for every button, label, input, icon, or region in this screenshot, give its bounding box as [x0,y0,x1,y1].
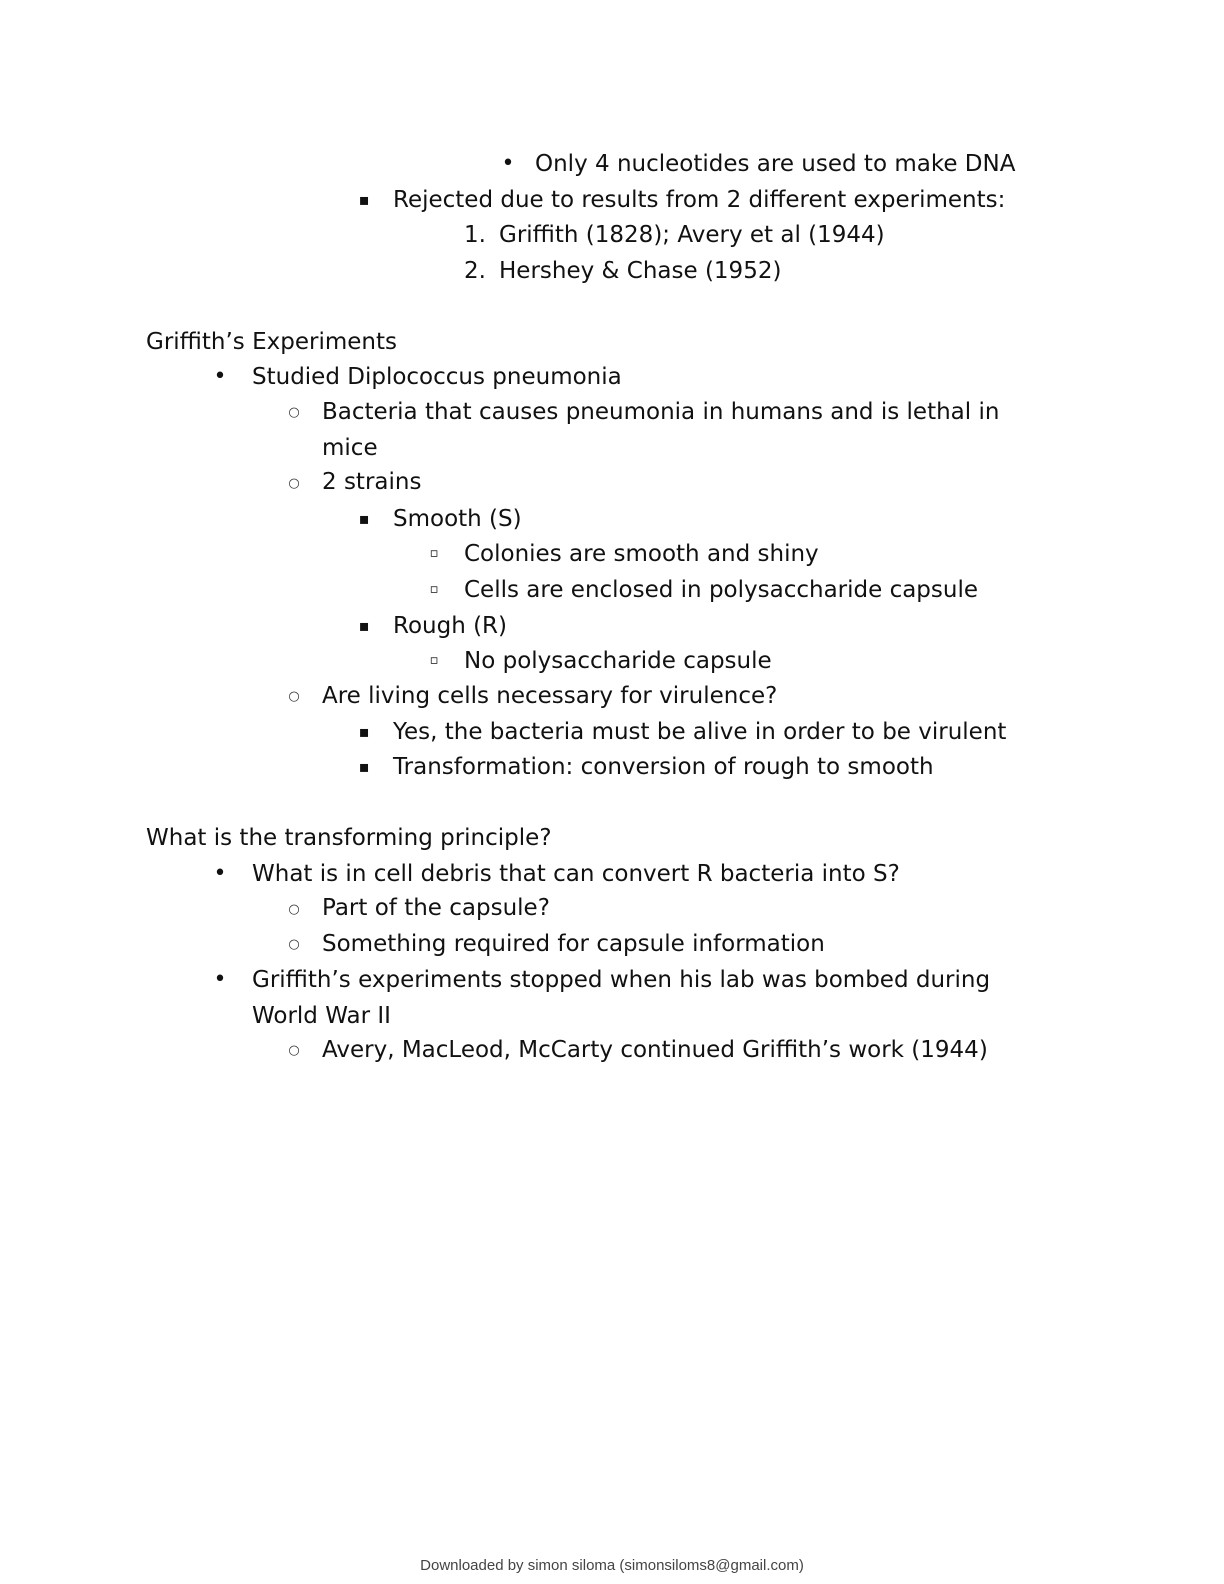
list-item-rejected: Rejected due to results from 2 different experiments: [393,187,1006,213]
hollow-square-bullet-icon: ▫ [429,653,439,668]
list-item-no-capsule: No polysaccharide capsule [464,648,772,674]
bullet-icon: • [213,364,227,389]
circle-bullet-icon: ○ [288,405,300,420]
bullet-icon: • [501,151,515,176]
hollow-square-bullet-icon: ▫ [429,582,439,597]
list-item-part-capsule: Part of the capsule? [322,895,550,921]
bullet-icon: • [213,861,227,886]
list-item-bacteria-line2: mice [322,435,378,461]
list-item-cell-debris: What is in cell debris that can convert R bacteria into S? [252,861,900,887]
section-heading-transforming: What is the transforming principle? [146,825,552,851]
numbered-item-griffith: Griffith (1828); Avery et al (1944) [499,222,885,248]
list-item-lab-bombed-line1: Griffith’s experiments stopped when his lab was bombed during [252,967,991,993]
list-item-colonies: Colonies are smooth and shiny [464,541,819,567]
square-bullet-icon: ▪ [358,190,370,209]
hollow-square-bullet-icon: ▫ [429,546,439,561]
list-item-alive-virulent: Yes, the bacteria must be alive in order to be virulent [393,719,1007,745]
circle-bullet-icon: ○ [288,1043,300,1058]
list-item-avery-macleod: Avery, MacLeod, McCarty continued Griffith’s work (1944) [322,1037,988,1063]
list-item-lab-bombed-line2: World War II [252,1003,391,1029]
section-heading-griffith: Griffith’s Experiments [146,329,397,355]
list-item-smooth: Smooth (S) [393,506,522,532]
circle-bullet-icon: ○ [288,902,300,917]
square-bullet-icon: ▪ [358,722,370,741]
list-item-something-required: Something required for capsule information [322,931,825,957]
square-bullet-icon: ▪ [358,509,370,528]
download-footer: Downloaded by simon siloma (simonsiloms8@gmail.com) [420,1557,804,1574]
numbered-marker-1: 1. [464,222,486,248]
circle-bullet-icon: ○ [288,476,300,491]
square-bullet-icon: ▪ [358,757,370,776]
list-item-diplococcus: Studied Diplococcus pneumonia [252,364,622,390]
list-item-cells-capsule: Cells are enclosed in polysaccharide capsule [464,577,979,603]
list-item-living-cells: Are living cells necessary for virulence? [322,683,778,709]
bullet-icon: • [213,967,227,992]
numbered-item-hershey: Hershey & Chase (1952) [499,258,782,284]
square-bullet-icon: ▪ [358,616,370,635]
numbered-marker-2: 2. [464,258,486,284]
list-item-bacteria-line1: Bacteria that causes pneumonia in humans and is lethal in [322,399,1000,425]
circle-bullet-icon: ○ [288,689,300,704]
list-item-nucleotides: Only 4 nucleotides are used to make DNA [535,151,1016,177]
list-item-strains: 2 strains [322,469,422,495]
list-item-rough: Rough (R) [393,613,508,639]
list-item-transformation: Transformation: conversion of rough to smooth [393,754,934,780]
circle-bullet-icon: ○ [288,937,300,952]
